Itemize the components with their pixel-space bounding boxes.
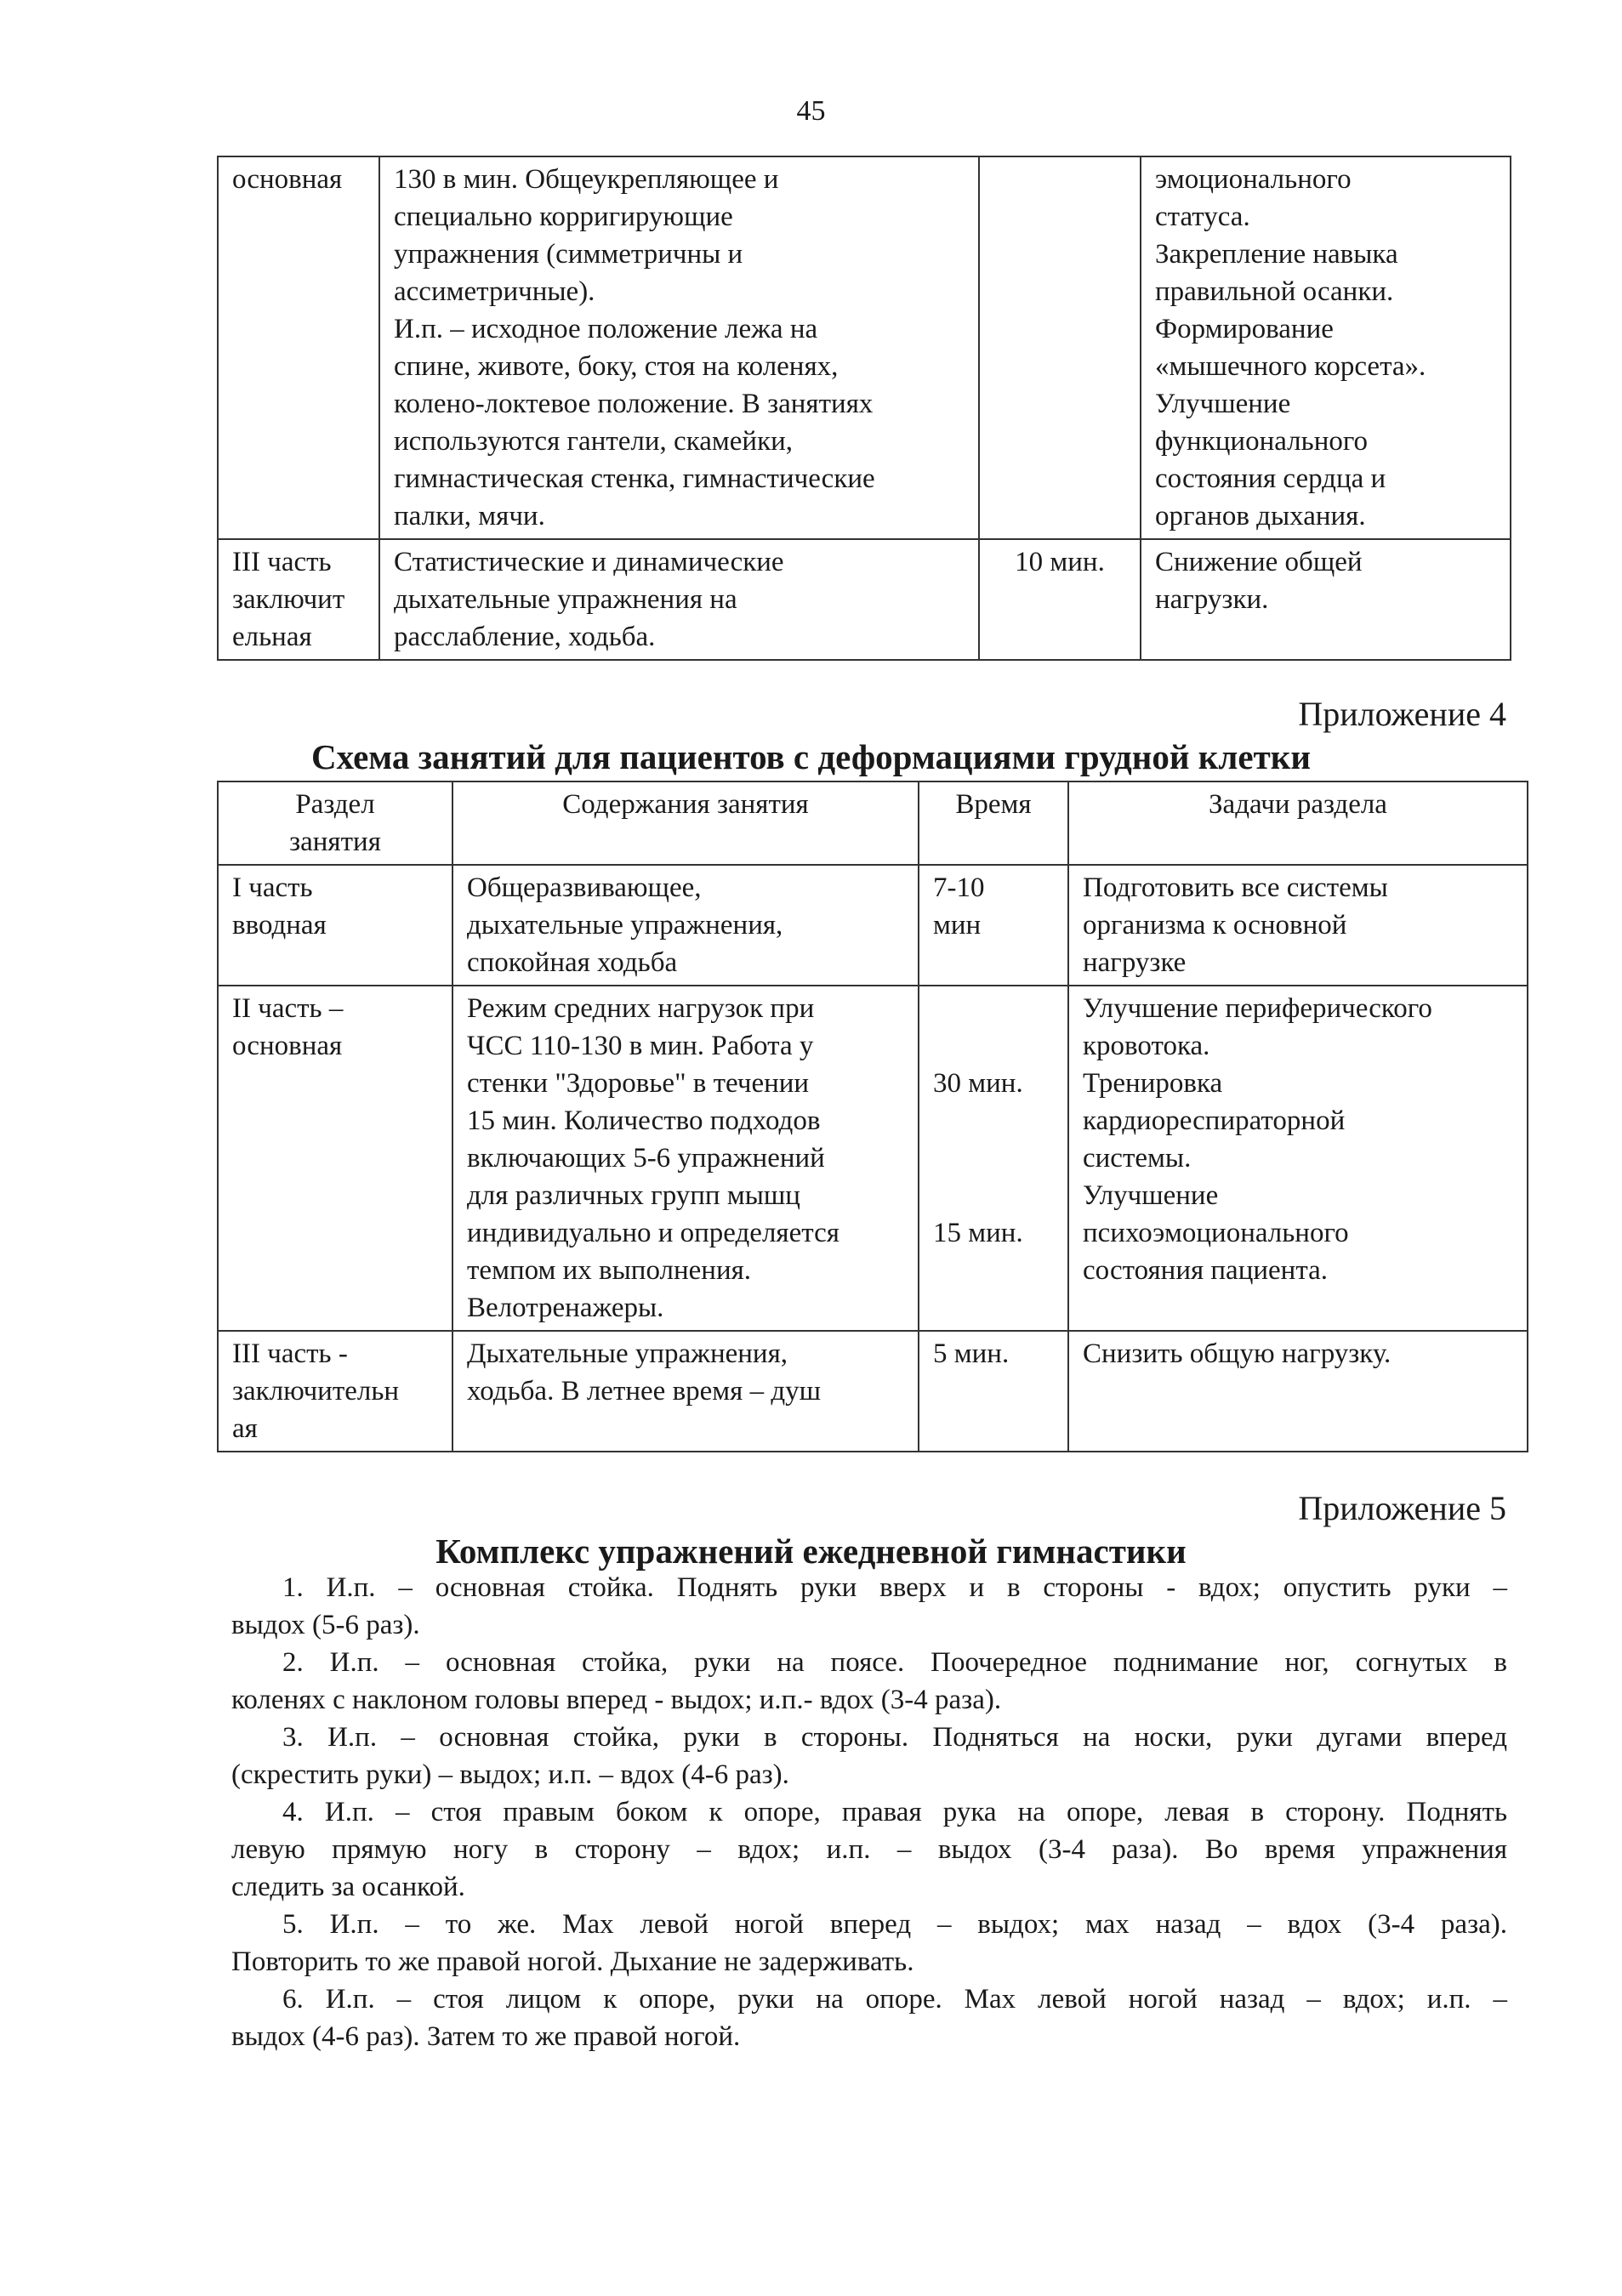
exercise-list [231,1569,1507,2055]
cell-line: расслабление, ходьба. [394,622,656,652]
cell-time [919,865,1068,986]
cell-tasks [1068,1331,1528,1452]
cell-line: основная [232,1031,343,1061]
cell-line: кардиореспираторной [1083,1105,1346,1136]
cell-section [218,539,379,660]
cell-section [218,986,452,1331]
header-section [218,781,452,865]
appendix-4-title: Схема занятий для пациентов с деформациями грудной клетки [311,737,1311,776]
exercise-item [231,1793,1507,1906]
cell-line: I часть [232,872,313,903]
cell-line: 10 мин. [1015,547,1105,577]
table-row [218,986,1528,1331]
cell-section [218,1331,452,1452]
cell-line [933,990,1054,1027]
cell-line: состояния пациента. [1083,1255,1329,1286]
exercise-item [231,1719,1507,1793]
appendix-5-title: Комплекс упражнений ежедневной гимнастики [435,1532,1187,1571]
cell-line: ая [232,1413,258,1444]
cell-line: Статистические и динамические [394,547,784,577]
cell-line: используются гантели, скамейки, [394,426,794,457]
exercise-item [231,1644,1507,1719]
cell-line: для различных групп мышц [467,1180,800,1211]
exercise-line: коленях с наклоном головы вперед - выдох; и.п.- вдох (3-4 раза). [231,1685,1002,1715]
cell-section [218,156,379,539]
cell-line: включающих 5-6 упражнений [467,1143,825,1174]
cell-line: 5 мин. [933,1338,1010,1369]
cell-line: занятия [289,827,381,857]
cell-line: специально корригирующие [394,202,733,232]
cell-line: 7-10 [933,872,985,903]
cell-line: гимнастическая стенка, гимнастические [394,463,875,494]
cell-line: ЧСС 110-130 в мин. Работа у [467,1031,814,1061]
exercise-line: 6. И.п. – стоя лицом к опоре, руки на опоре. Мах левой ногой назад – вдох; и.п. – [282,1984,1507,2015]
cell-line: мин [933,910,982,941]
cell-line: Подготовить все системы [1083,872,1388,903]
exercise-line: выдох (4-6 раз). Затем то же правой ногой. [231,2021,741,2052]
cell-line: статуса. [1155,202,1250,232]
exercise-item [231,1906,1507,1981]
exercise-line: выдох (5-6 раз). [231,1610,420,1640]
cell-line: Улучшение [1155,389,1291,419]
cell-line: Снижение общей [1155,547,1363,577]
cell-section [218,865,452,986]
cell-line: индивидуально и определяется [467,1218,839,1248]
cell-content [379,539,979,660]
cell-line: эмоционального [1155,164,1352,195]
appendix-5-label: Приложение 5 [1298,1489,1506,1527]
cell-line: заключительн [232,1376,400,1407]
cell-line: колено-локтевое положение. В занятиях [394,389,874,419]
cell-line [933,1177,1054,1214]
cell-line: Раздел [295,789,375,820]
cell-line: ельная [232,622,312,652]
cell-line: Снизить общую нагрузку. [1083,1338,1392,1369]
cell-line: 30 мин. [933,1068,1023,1099]
cell-line: Режим средних нагрузок при [467,993,815,1024]
cell-line: психоэмоционального [1083,1218,1349,1248]
cell-tasks [1068,986,1528,1331]
cell-line: органов дыхания. [1155,501,1366,531]
exercise-line: 5. И.п. – то же. Мах левой ногой вперед – выдох; мах назад – вдох (3-4 раза). [282,1909,1507,1940]
cell-line [933,1027,1054,1065]
lesson-scheme-table [217,781,1528,1452]
cell-line: вводная [232,910,327,941]
cell-line: правильной осанки. [1155,276,1394,307]
header-content [452,781,919,865]
cell-line: Улучшение [1083,1180,1219,1211]
cell-line: Содержания занятия [562,789,809,820]
table-row [218,156,1511,539]
cell-tasks [1141,539,1511,660]
cell-line: Общеразвивающее, [467,872,702,903]
cell-line [993,161,1126,198]
cell-line: системы. [1083,1143,1192,1174]
cell-line: Велотренажеры. [467,1293,664,1323]
table-row [218,1331,1528,1452]
cell-line: III часть - [232,1338,348,1369]
cell-time [919,1331,1068,1452]
cell-tasks [1141,156,1511,539]
cell-content [379,156,979,539]
cell-line: функционального [1155,426,1369,457]
table-row [218,865,1528,986]
exercise-item [231,1981,1507,2055]
cell-line: Тренировка [1083,1068,1223,1099]
cell-line: нагрузке [1083,947,1187,978]
cell-line: Формирование [1155,314,1334,344]
exercise-line: следить за осанкой. [231,1872,465,1902]
exercise-line: Повторить то же правой ногой. Дыхание не задерживать. [231,1946,914,1977]
cell-line: состояния сердца и [1155,463,1386,494]
cell-line: ассиметричные). [394,276,595,307]
cell-tasks [1068,865,1528,986]
cell-line: III часть [232,547,332,577]
cell-line: ходьба. В летнее время – душ [467,1376,822,1407]
exercise-line: 1. И.п. – основная стойка. Поднять руки вверх и в стороны - вдох; опустить руки – [282,1572,1507,1603]
table-header-row [218,781,1528,865]
cell-line: темпом их выполнения. [467,1255,752,1286]
cell-time [979,539,1141,660]
cell-line: стенки "Здоровье" в течении [467,1068,810,1099]
exercise-line: 2. И.п. – основная стойка, руки на поясе. Поочередное поднимание ног, согнутых в [282,1647,1507,1678]
cell-line: основная [232,164,343,195]
exercise-line: 4. И.п. – стоя правым боком к опоре, правая рука на опоре, левая в сторону. Поднять [282,1797,1507,1827]
cell-line: спокойная ходьба [467,947,678,978]
cell-line: дыхательные упражнения, [467,910,783,941]
cell-line: Улучшение периферического [1083,993,1432,1024]
cell-time [919,986,1068,1331]
cell-time [979,156,1141,539]
appendix-4-label: Приложение 4 [1298,695,1506,733]
cell-line: Дыхательные упражнения, [467,1338,788,1369]
cell-line: спине, животе, боку, стоя на коленях, [394,351,839,382]
cell-line: кровотока. [1083,1031,1210,1061]
cell-line: 15 мин. [933,1218,1023,1248]
cell-line: Задачи раздела [1209,789,1387,820]
header-tasks [1068,781,1528,865]
page-number: 45 [796,95,826,127]
cell-line: нагрузки. [1155,584,1269,615]
exercise-line: (скрестить руки) – выдох; и.п. – вдох (4-6 раз). [231,1759,789,1790]
cell-line [933,1102,1054,1139]
cell-line: «мышечного корсета». [1155,351,1426,382]
cell-line: II часть – [232,993,344,1024]
cell-line: 130 в мин. Общеукрепляющее и [394,164,779,195]
cell-line: организма к основной [1083,910,1347,941]
exercise-item [231,1569,1507,1644]
cell-line: И.п. – исходное положение лежа на [394,314,818,344]
cell-line: Закрепление навыка [1155,239,1398,270]
cell-line: Время [955,789,1032,820]
cell-line: 15 мин. Количество подходов [467,1105,821,1136]
cell-line: дыхательные упражнения на [394,584,737,615]
cell-line: палки, мячи. [394,501,545,531]
cell-line [933,1139,1054,1177]
cell-line: заключит [232,584,345,615]
cell-content [452,986,919,1331]
table-row [218,539,1511,660]
header-time [919,781,1068,865]
exercise-line: левую прямую ногу в сторону – вдох; и.п. – выдох (3-4 раза). Во время упражнения [231,1834,1507,1865]
cell-content [452,865,919,986]
table-continued [217,156,1511,661]
exercise-line: 3. И.п. – основная стойка, руки в стороны. Подняться на носки, руки дугами вперед [282,1722,1507,1753]
cell-content [452,1331,919,1452]
cell-line: упражнения (симметричны и [394,239,743,270]
